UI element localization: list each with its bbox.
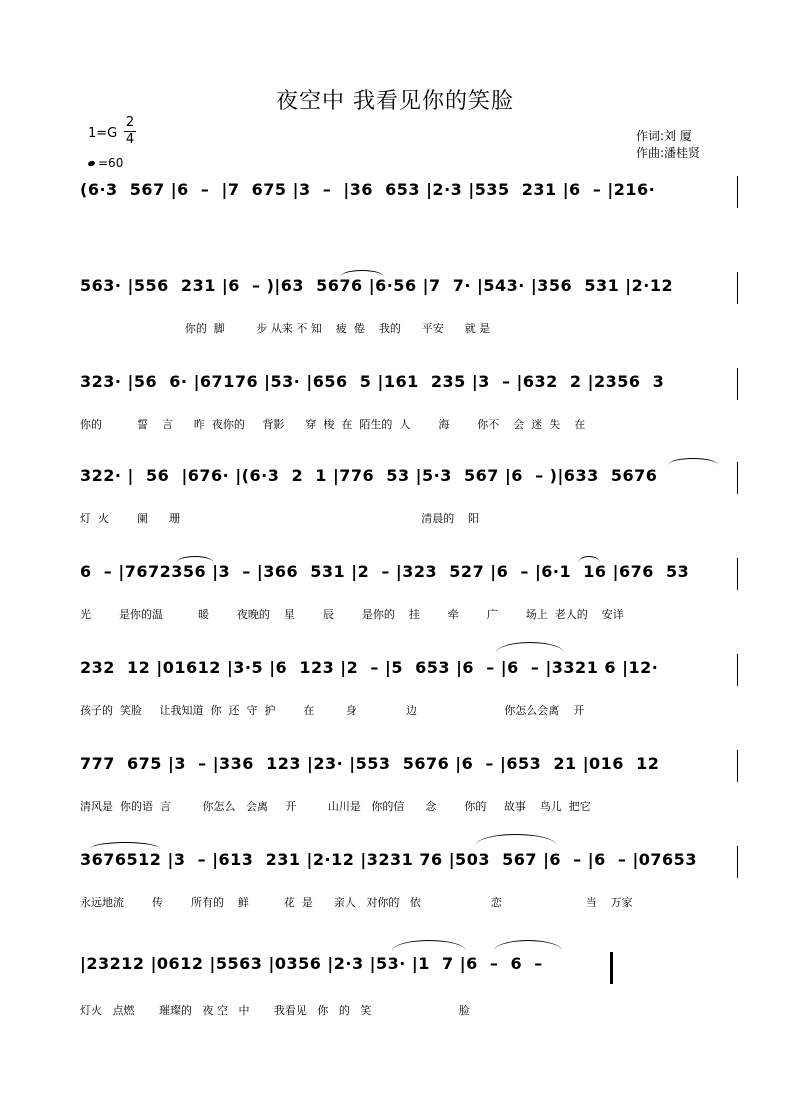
time-signature-top: 2 [125,115,135,130]
final-barline [610,952,613,984]
end-barline [737,176,738,208]
system-lyrics: 灯火 点燃 璀璨的 夜 空 中 我看见 你 的 笑 脸 [80,1004,470,1017]
time-signature-bottom: 4 [125,132,135,147]
slur [668,458,718,465]
slur [90,842,160,849]
slur [392,940,466,951]
composer: 作曲:潘桂贤 [636,146,701,160]
system-lyrics: 永远地流 传 所有的 鲜 花 是 亲人 对你的 依 恋 当 万家 [80,896,633,909]
slur [578,556,600,563]
end-barline [737,846,738,878]
end-barline [737,750,738,782]
key-signature: 1=G [88,126,118,141]
system-notes: 777 675 |3 – |336 123 |23· |553 5676 |6 – |653 21 |016 12 [80,754,660,773]
system-notes: 323· |56 6· |67176 |53· |656 5 |161 235 |3 – |632 2 |2356 3 [80,372,665,391]
end-barline [737,654,738,686]
system-lyrics: 清风是 你的语 言 你怎么 会离 开 山川是 你的信 念 你的 故事 鸟儿 把它 [80,800,591,813]
end-barline [737,558,738,590]
quarter-note-icon [87,160,95,167]
slur [176,556,214,563]
song-title: 夜空中 我看见你的笑脸 [276,89,514,114]
tempo-marking [88,156,123,170]
system-lyrics: 孩子的 笑脸 让我知道 你 还 守 护 在 身 边 你怎么会离 开 [80,704,585,717]
end-barline [737,462,738,494]
system-notes: (6·3 567 |6 – |7 675 |3 – |36 653 |2·3 |535 231 |6 – |216· [80,180,656,199]
lyricist: 作词:刘 厦 [636,129,692,143]
slur [494,940,562,951]
system-notes: 322· | 56 |676· |(6·3 2 1 |776 53 |5·3 567 |6 – )|633 5676 [80,466,658,485]
tempo-value: =60 [98,156,124,170]
system-notes: 232 12 |01612 |3·5 |6 123 |2 – |5 653 |6 – |6 – |3321 6 |12· [80,658,659,677]
slur [496,642,564,653]
slur [340,270,384,277]
system-lyrics: 光 是你的温 暖 夜晚的 星 辰 是你的 挂 牵 广 场上 老人的 安详 [80,608,624,621]
system-notes: 3676512 |3 – |613 231 |2·12 |3231 76 |503 567 |6 – |6 – |07653 [80,850,697,869]
system-lyrics: 灯 火 阑 珊 清晨的 阳 [80,512,480,525]
system-lyrics: 你的 脚 步 从来 不 知 疲 倦 我的 平安 就 是 [80,322,491,335]
end-barline [737,272,738,304]
system-notes: 563· |556 231 |6 – )|63 5676 |6·56 |7 7· |543· |356 531 |2·12 [80,276,674,295]
time-signature [124,116,136,147]
system-notes: 6 – |7672356 |3 – |366 531 |2 – |323 527 |6 – |6·1 16 |676 53 [80,562,690,581]
system-lyrics: 你的 誓 言 昨 夜你的 背影 穿 梭 在 陌生的 人 海 你不 会 迷 失 在 [80,418,586,431]
credits [636,128,700,162]
slur [476,834,556,845]
system-notes: |23212 |0612 |5563 |0356 |2·3 |53· |1 7 |6 – 6 – [80,954,555,973]
end-barline [737,368,738,400]
